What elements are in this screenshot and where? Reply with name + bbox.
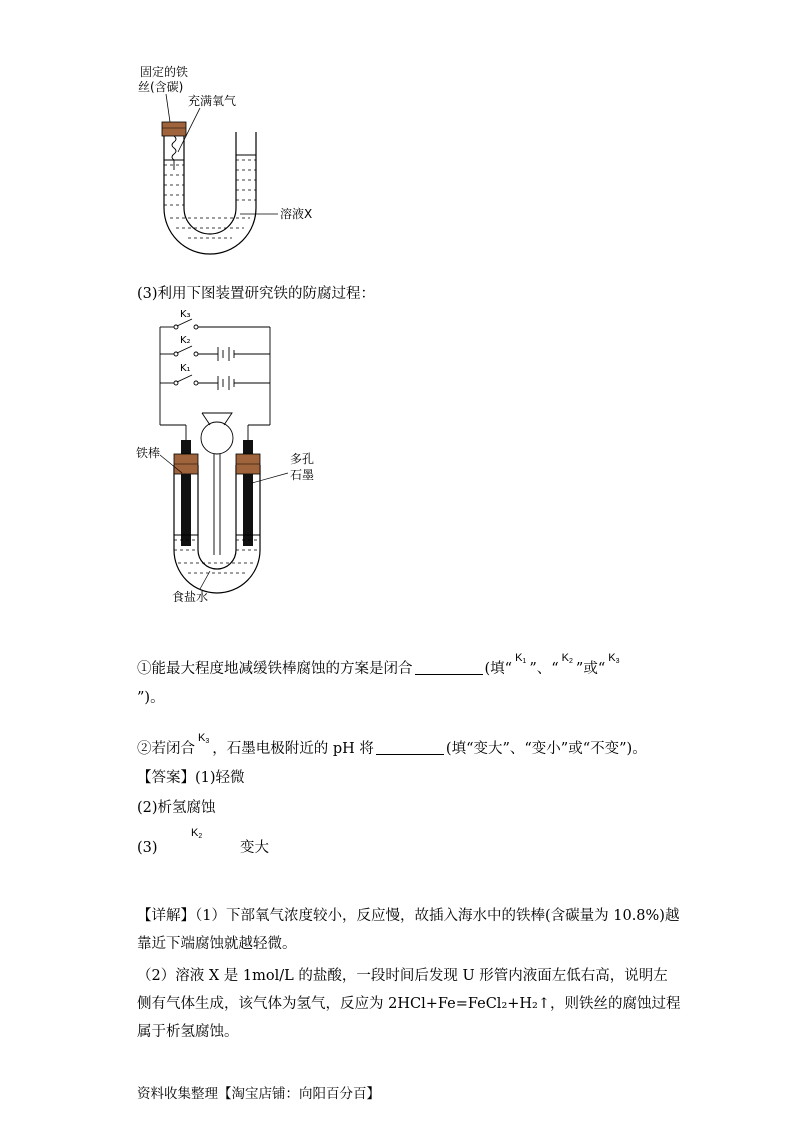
answer-line-3: (3) (137, 840, 158, 856)
answer-title: 【答案】 (137, 770, 195, 786)
k3-symbol: $K_3$ (608, 652, 620, 665)
question-2: ②若闭合$K_3$ ，石墨电极附近的 pH 将 (填“变大”、“变小”或“不变”)。 (137, 728, 647, 759)
label-graphite-1: 多孔 (290, 452, 315, 466)
k2-symbol: $K_2$ (561, 652, 573, 665)
label-gas: 充满氧气 (188, 94, 237, 108)
explain-title: 【详解】 (137, 908, 195, 924)
switch-k2-label: K₂ (180, 335, 191, 346)
answer-line-2: (2)析氢腐蚀 (137, 800, 216, 816)
answer-k2-symbol: $K_2$ (191, 827, 203, 840)
explain-p1: 【详解】（1）下部氧气浓度较小，反应慢，故插入海水中的铁棒(含碳量为 10.8%)越靠近下端腐蚀就越轻微。 (137, 908, 680, 952)
label-solution: 溶液X (280, 207, 313, 221)
label-brine: 食盐水 (172, 590, 209, 604)
u-tube-diagram (130, 60, 330, 270)
answer-blank-2[interactable] (376, 740, 444, 755)
part3-intro: (3)利用下图装置研究铁的防腐过程： (137, 286, 376, 302)
label-graphite-2: 石墨 (290, 468, 315, 482)
k3-symbol-q2: $K_3$ (198, 732, 210, 745)
anti-corrosion-circuit-diagram (130, 305, 330, 610)
answer-value-3: 变大 (240, 840, 269, 856)
answer-line-1: 【答案】(1)轻微 (137, 770, 245, 786)
label-wire-2: 丝(含碳) (138, 80, 184, 94)
footer-source: 资料收集整理【淘宝店铺：向阳百分百】 (137, 1086, 380, 1102)
switch-k1-label: K₁ (180, 363, 191, 374)
switch-k3-label: K₃ (180, 309, 191, 320)
question-1: ①能最大程度地减缓铁棒腐蚀的方案是闭合 (填“$K_1$ ”、“$K_2$ ”或“$K_3$ (137, 648, 622, 679)
k1-symbol: $K_1$ (515, 652, 527, 665)
question-1-end: ”)。 (137, 690, 165, 706)
label-wire-1: 固定的铁 (140, 65, 189, 79)
answer-blank-1[interactable] (415, 660, 483, 675)
label-iron: 铁棒 (136, 446, 161, 460)
explain-p2: （2）溶液 X 是 1mol/L 的盐酸，一段时间后发现 U 形管内液面左低右高，说明左侧有气体生成，该气体为氢气，反应为 2HCl+Fe=FeCl₂+H₂↑，则铁丝的腐蚀过程属于析氢腐蚀。 (137, 968, 681, 1040)
